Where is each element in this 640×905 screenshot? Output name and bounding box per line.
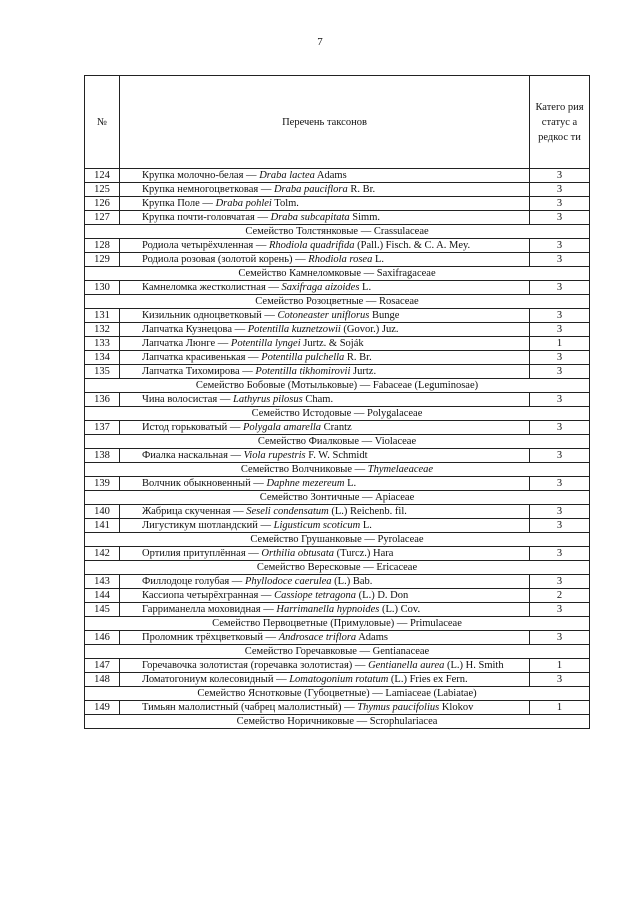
rarity-category: 3 — [530, 183, 590, 197]
taxon-authority: (L.) Fries ex Fern. — [388, 674, 468, 685]
taxon-latin-name: Thymus paucifolius — [357, 702, 440, 713]
taxon-authority: R. Br. — [347, 184, 376, 195]
rarity-category: 3 — [530, 211, 590, 225]
taxon-number: 148 — [85, 673, 120, 687]
family-name — [85, 295, 590, 309]
family-name — [85, 645, 590, 659]
taxon-row — [85, 603, 590, 617]
taxon-authority: (Govor.) Juz. — [340, 324, 399, 335]
taxon-name — [120, 253, 530, 267]
family-name — [85, 463, 590, 477]
rarity-category: 3 — [530, 281, 590, 295]
taxon-number: 147 — [85, 659, 120, 673]
taxon-name — [120, 337, 530, 351]
taxon-authority: Bunge — [369, 310, 400, 321]
taxon-authority: R. Br. — [344, 352, 372, 363]
taxon-name — [120, 281, 530, 295]
taxon-name — [120, 211, 530, 225]
rarity-category: 3 — [530, 393, 590, 407]
taxon-name — [120, 547, 530, 561]
taxon-russian-name: Крупка немногоцветковая — — [142, 184, 274, 195]
rarity-category: 3 — [530, 505, 590, 519]
family-name — [85, 225, 590, 239]
taxon-latin-name: Rhodiola rosea — [308, 254, 373, 265]
taxon-russian-name: Филлодоце голубая — — [142, 576, 245, 587]
taxon-russian-name: Проломник трёхцветковый — — [142, 632, 279, 643]
taxon-row — [85, 673, 590, 687]
taxon-number: 129 — [85, 253, 120, 267]
family-row — [85, 267, 590, 281]
taxon-number: 126 — [85, 197, 120, 211]
taxon-name — [120, 323, 530, 337]
taxon-russian-name: Фиалка наскальная — — [142, 450, 244, 461]
taxon-latin-name: Orthilia obtusata — [261, 548, 335, 559]
taxon-number: 139 — [85, 477, 120, 491]
taxon-row — [85, 183, 590, 197]
header-num: № — [85, 76, 120, 169]
family-text: Семейство Волчниковые — — [240, 464, 368, 475]
page-number: 7 — [317, 36, 323, 48]
taxon-authority: (Pall.) Fisch. & C. A. Mey. — [354, 240, 471, 251]
family-text: Семейство Камнеломковые — Saxifragaceae — [238, 268, 436, 279]
taxon-latin-name: Cassiope tetragona — [274, 590, 357, 601]
taxon-russian-name: Лигустикум шотландский — — [142, 520, 274, 531]
taxon-row — [85, 519, 590, 533]
rarity-category: 3 — [530, 309, 590, 323]
rarity-category: 3 — [530, 519, 590, 533]
taxon-authority: Crantz — [321, 422, 352, 433]
family-text: Семейство Грушанковые — Pyrolaceae — [250, 534, 424, 545]
taxon-row — [85, 197, 590, 211]
taxon-row — [85, 547, 590, 561]
family-row — [85, 645, 590, 659]
taxon-row — [85, 477, 590, 491]
taxon-name — [120, 351, 530, 365]
taxon-number: 144 — [85, 589, 120, 603]
taxon-row — [85, 281, 590, 295]
taxon-authority: (L.) Cov. — [379, 604, 421, 615]
taxon-latin-name: Saxifraga aizoides — [281, 282, 360, 293]
taxon-russian-name: Ломатогониум колесовидный — — [142, 674, 290, 685]
taxon-number: 133 — [85, 337, 120, 351]
taxon-authority: Adams — [314, 170, 347, 181]
family-text: Семейство Норичниковые — Scrophulariacea — [236, 716, 438, 727]
header-category: Катего рия статус а редкос ти — [530, 76, 590, 169]
taxon-authority: (Turcz.) Hara — [334, 548, 394, 559]
family-latin: Thymelaeaceae — [367, 464, 434, 475]
family-text: Семейство Фиалковые — Violaceae — [257, 436, 417, 447]
taxon-name — [120, 519, 530, 533]
taxon-latin-name: Lathyrus pilosus — [233, 394, 303, 405]
taxon-number: 128 — [85, 239, 120, 253]
rarity-category: 3 — [530, 603, 590, 617]
taxon-latin-name: Draba pauciflora — [273, 184, 348, 195]
taxon-authority: Jurtz. — [350, 366, 377, 377]
family-row — [85, 463, 590, 477]
family-row — [85, 379, 590, 393]
rarity-category: 1 — [530, 701, 590, 715]
taxon-authority: L. — [372, 254, 385, 265]
taxon-name — [120, 197, 530, 211]
family-row — [85, 491, 590, 505]
taxon-number: 145 — [85, 603, 120, 617]
taxon-latin-name: Viola rupestris — [243, 450, 306, 461]
taxon-row — [85, 701, 590, 715]
taxon-name — [120, 589, 530, 603]
family-text: Семейство Первоцветные (Примуловые) — Primulaceae — [212, 618, 462, 629]
taxon-name — [120, 449, 530, 463]
rarity-category: 3 — [530, 631, 590, 645]
taxon-authority: (L.) Bab. — [331, 576, 373, 587]
family-text: Семейство Толстянковые — Crassulaceae — [245, 226, 429, 237]
family-name — [85, 687, 590, 701]
taxon-latin-name: Seseli condensatum — [246, 506, 329, 517]
taxon-authority: (L.) Reichenb. fil. — [328, 506, 407, 517]
taxon-name — [120, 673, 530, 687]
taxon-number: 124 — [85, 169, 120, 183]
taxon-authority: Tolm. — [271, 198, 299, 209]
taxon-authority: L. — [359, 282, 372, 293]
rarity-category: 3 — [530, 253, 590, 267]
taxon-latin-name: Lomatogonium rotatum — [289, 674, 389, 685]
taxon-russian-name: Кизильник одноцветковый — — [142, 310, 278, 321]
taxon-row — [85, 309, 590, 323]
taxon-number: 136 — [85, 393, 120, 407]
taxon-number: 131 — [85, 309, 120, 323]
taxon-number: 142 — [85, 547, 120, 561]
taxon-authority: L. — [360, 520, 372, 531]
table-header-row — [85, 76, 590, 169]
header-taxa: Перечень таксонов — [120, 76, 530, 169]
taxon-authority: F. W. Schmidt — [305, 450, 368, 461]
taxon-number: 143 — [85, 575, 120, 589]
taxon-row — [85, 393, 590, 407]
family-name — [85, 617, 590, 631]
taxon-row — [85, 323, 590, 337]
family-text: Семейство Зонтичные — Apiaceae — [259, 492, 415, 503]
taxon-russian-name: Горечавочка золотистая (горечавка золотистая) — — [142, 660, 369, 671]
taxon-latin-name: Polygala amarella — [242, 422, 322, 433]
taxon-authority: (L.) D. Don — [356, 590, 409, 601]
rarity-category: 3 — [530, 421, 590, 435]
family-text: Семейство Розоцветные — Rosaceae — [255, 296, 419, 307]
taxon-latin-name: Draba subcapitata — [270, 212, 350, 223]
taxon-number: 149 — [85, 701, 120, 715]
taxon-name — [120, 505, 530, 519]
rarity-category: 3 — [530, 197, 590, 211]
family-row — [85, 617, 590, 631]
taxon-russian-name: Волчник обыкновенный — — [142, 478, 267, 489]
taxon-russian-name: Тимьян малолистный (чабрец малолистный) — — [142, 702, 358, 713]
taxon-row — [85, 239, 590, 253]
taxon-name — [120, 183, 530, 197]
family-text: Семейство Бобовые (Мотыльковые) — Fabaceae (Leguminosae) — [195, 380, 479, 391]
taxon-name — [120, 309, 530, 323]
family-text: Семейство Истодовые — Polygalaceae — [251, 408, 423, 419]
family-name — [85, 491, 590, 505]
taxon-russian-name: Крупка почти-головчатая — — [142, 212, 271, 223]
taxon-russian-name: Ортилия притуплённая — — [142, 548, 262, 559]
taxon-row — [85, 169, 590, 183]
family-name — [85, 435, 590, 449]
family-name — [85, 715, 590, 729]
taxon-russian-name: Чина волосистая — — [142, 394, 233, 405]
taxon-latin-name: Potentilla tikhomirovii — [255, 366, 351, 377]
taxon-name — [120, 575, 530, 589]
taxon-latin-name: Draba pohlei — [215, 198, 272, 209]
family-name — [85, 267, 590, 281]
family-text: Семейство Вересковые — Ericaceae — [256, 562, 418, 573]
taxon-latin-name: Androsace triflora — [278, 632, 357, 643]
taxon-number: 137 — [85, 421, 120, 435]
rarity-category: 3 — [530, 547, 590, 561]
taxa-table — [84, 75, 590, 729]
taxon-name — [120, 393, 530, 407]
taxon-row — [85, 421, 590, 435]
taxon-row — [85, 253, 590, 267]
taxon-number: 127 — [85, 211, 120, 225]
family-name — [85, 407, 590, 421]
taxon-russian-name: Крупка молочно-белая — — [142, 170, 260, 181]
taxon-latin-name: Harrimanella hypnoides — [276, 604, 380, 615]
table-body — [85, 169, 590, 729]
taxon-name — [120, 603, 530, 617]
family-name — [85, 533, 590, 547]
taxon-row — [85, 365, 590, 379]
rarity-category: 2 — [530, 589, 590, 603]
family-row — [85, 407, 590, 421]
taxon-russian-name: Лапчатка красивенькая — — [142, 352, 262, 363]
family-name — [85, 561, 590, 575]
taxon-russian-name: Кассиопа четырёхгранная — — [142, 590, 275, 601]
rarity-category: 3 — [530, 169, 590, 183]
taxon-russian-name: Жабрица скученная — — [142, 506, 247, 517]
family-row — [85, 435, 590, 449]
taxon-authority: (L.) H. Smith — [444, 660, 504, 671]
family-row — [85, 295, 590, 309]
rarity-category: 1 — [530, 659, 590, 673]
taxon-latin-name: Potentilla pulchella — [261, 352, 345, 363]
taxon-name — [120, 659, 530, 673]
taxon-russian-name: Камнеломка жестколистная — — [142, 282, 282, 293]
taxon-row — [85, 337, 590, 351]
taxon-latin-name: Potentilla lyngei — [230, 338, 301, 349]
taxon-authority: Cham. — [302, 394, 334, 405]
taxon-row — [85, 449, 590, 463]
taxon-authority: Klokov — [439, 702, 474, 713]
taxon-russian-name: Лапчатка Тихомирова — — [142, 366, 256, 377]
taxon-russian-name: Истод горьковатый — — [142, 422, 243, 433]
taxon-row — [85, 211, 590, 225]
taxon-russian-name: Гарриманелла моховидная — — [142, 604, 277, 615]
rarity-category: 3 — [530, 449, 590, 463]
taxon-latin-name: Phyllodoce caerulea — [244, 576, 332, 587]
taxon-russian-name: Родиола розовая (золотой корень) — — [142, 254, 309, 265]
taxon-number: 146 — [85, 631, 120, 645]
family-row — [85, 533, 590, 547]
rarity-category: 3 — [530, 351, 590, 365]
taxon-name — [120, 239, 530, 253]
taxon-authority: Adams — [356, 632, 388, 643]
taxon-latin-name: Daphne mezereum — [266, 478, 345, 489]
taxon-number: 125 — [85, 183, 120, 197]
taxon-russian-name: Лапчатка Люнге — — [142, 338, 231, 349]
taxon-latin-name: Rhodiola quadrifida — [269, 240, 355, 251]
taxon-latin-name: Draba lactea — [259, 170, 315, 181]
family-name — [85, 379, 590, 393]
taxon-name — [120, 477, 530, 491]
taxon-number: 140 — [85, 505, 120, 519]
taxon-authority: Simm. — [349, 212, 381, 223]
taxon-latin-name: Cotoneaster uniflorus — [277, 310, 370, 321]
family-row — [85, 687, 590, 701]
taxon-authority: L. — [344, 478, 357, 489]
family-row — [85, 715, 590, 729]
taxon-row — [85, 589, 590, 603]
taxon-number: 132 — [85, 323, 120, 337]
rarity-category: 1 — [530, 337, 590, 351]
taxon-russian-name: Лапчатка Кузнецова — — [142, 324, 248, 335]
taxon-number: 138 — [85, 449, 120, 463]
family-row — [85, 561, 590, 575]
family-text: Семейство Яснотковые (Губоцветные) — Lamiaceae (Labiatae) — [197, 688, 477, 699]
rarity-category: 3 — [530, 575, 590, 589]
taxon-number: 141 — [85, 519, 120, 533]
taxon-name — [120, 169, 530, 183]
taxon-number: 135 — [85, 365, 120, 379]
rarity-category: 3 — [530, 239, 590, 253]
rarity-category: 3 — [530, 365, 590, 379]
taxon-number: 130 — [85, 281, 120, 295]
rarity-category: 3 — [530, 477, 590, 491]
family-row — [85, 225, 590, 239]
taxon-row — [85, 631, 590, 645]
taxon-row — [85, 351, 590, 365]
taxon-latin-name: Potentilla kuznetzowii — [247, 324, 341, 335]
taxon-russian-name: Родиола четырёхчленная — — [142, 240, 270, 251]
taxon-row — [85, 659, 590, 673]
rarity-category: 3 — [530, 323, 590, 337]
rarity-category: 3 — [530, 673, 590, 687]
taxon-row — [85, 575, 590, 589]
taxon-latin-name: Gentianella aurea — [368, 660, 445, 671]
taxon-authority: Jurtz. & Soják — [300, 338, 364, 349]
taxon-name — [120, 631, 530, 645]
taxon-russian-name: Крупка Поле — — [142, 198, 216, 209]
taxon-name — [120, 701, 530, 715]
taxon-latin-name: Ligusticum scoticum — [273, 520, 361, 531]
taxon-number: 134 — [85, 351, 120, 365]
taxon-name — [120, 421, 530, 435]
family-text: Семейство Горечавковые — Gentianaceae — [244, 646, 430, 657]
taxon-name — [120, 365, 530, 379]
taxon-row — [85, 505, 590, 519]
